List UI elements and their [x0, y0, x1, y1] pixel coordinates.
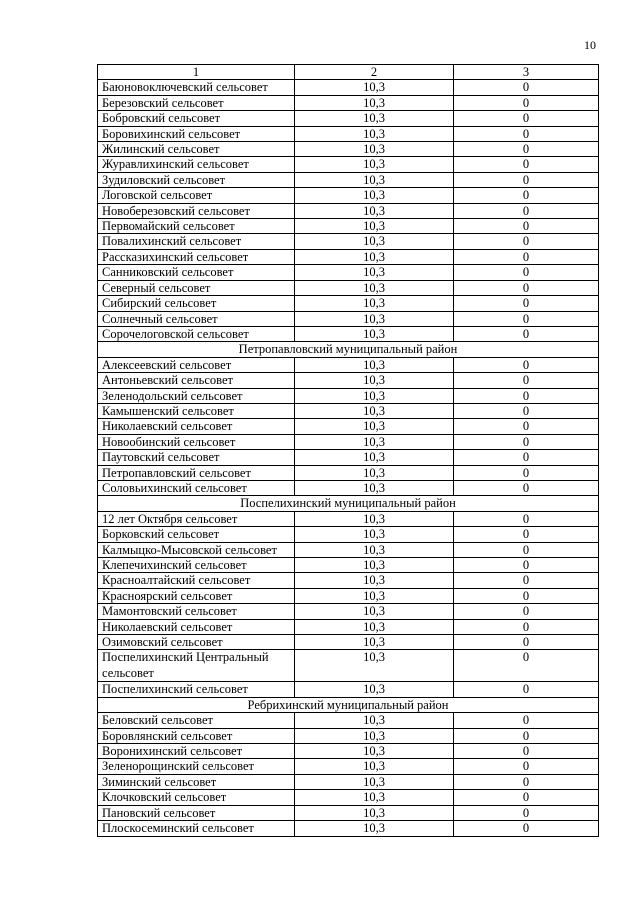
value-cell-2: 0: [454, 126, 599, 141]
section-row: [98, 697, 599, 712]
value-cell-2: 0: [454, 434, 599, 449]
value-cell-2: 0: [454, 95, 599, 110]
table-row: [98, 759, 599, 774]
table-row: [98, 527, 599, 542]
table-row: [98, 388, 599, 403]
settlement-name-cell: Клочковский сельсовет: [98, 790, 295, 805]
settlement-name-cell: Николаевский сельсовет: [98, 419, 295, 434]
value-cell-2: 0: [454, 790, 599, 805]
value-cell-2: 0: [454, 142, 599, 157]
table-row: [98, 280, 599, 295]
value-cell: 10,3: [295, 311, 454, 326]
value-cell: 10,3: [295, 682, 454, 697]
table-row: [98, 126, 599, 141]
value-cell-2: 0: [454, 635, 599, 650]
header-cell-1: 1: [98, 65, 295, 80]
value-cell: 10,3: [295, 527, 454, 542]
value-cell-2: 0: [454, 203, 599, 218]
value-cell-2: 0: [454, 234, 599, 249]
value-cell-2: 0: [454, 682, 599, 697]
table-row: [98, 480, 599, 495]
table-row: [98, 650, 599, 682]
value-cell: 10,3: [295, 403, 454, 418]
value-cell-2: 0: [454, 465, 599, 480]
settlement-name-cell: Поспелихинский Центральный сельсовет: [98, 650, 295, 682]
settlement-name-cell: Плоскосеминский сельсовет: [98, 821, 295, 836]
value-cell-2: 0: [454, 249, 599, 264]
value-cell: 10,3: [295, 80, 454, 95]
settlement-name-cell: Сибирский сельсовет: [98, 296, 295, 311]
value-cell-2: 0: [454, 713, 599, 728]
value-cell-2: 0: [454, 296, 599, 311]
table-row: [98, 419, 599, 434]
settlement-name-cell: Клепечихинский сельсовет: [98, 558, 295, 573]
value-cell: 10,3: [295, 172, 454, 187]
table-row: [98, 249, 599, 264]
settlement-name-cell: Зеленодольский сельсовет: [98, 388, 295, 403]
settlement-name-cell: Поспелихинский сельсовет: [98, 682, 295, 697]
value-cell-2: 0: [454, 311, 599, 326]
value-cell-2: 0: [454, 403, 599, 418]
value-cell-2: 0: [454, 373, 599, 388]
table-row: [98, 635, 599, 650]
settlement-name-cell: Бобровский сельсовет: [98, 111, 295, 126]
section-title: Поспелихинский муниципальный район: [98, 496, 599, 511]
table-row: [98, 434, 599, 449]
value-cell-2: 0: [454, 619, 599, 634]
table-row: [98, 450, 599, 465]
page-number: 10: [584, 38, 596, 52]
value-cell: 10,3: [295, 480, 454, 495]
value-cell: 10,3: [295, 280, 454, 295]
settlement-name-cell: Повалихинский сельсовет: [98, 234, 295, 249]
value-cell: 10,3: [295, 604, 454, 619]
settlement-name-cell: Воронихинский сельсовет: [98, 744, 295, 759]
value-cell-2: 0: [454, 821, 599, 836]
settlement-name-cell: Соловьихинский сельсовет: [98, 480, 295, 495]
value-cell-2: 0: [454, 542, 599, 557]
settlement-name-cell: Солнечный сельсовет: [98, 311, 295, 326]
value-cell: 10,3: [295, 450, 454, 465]
value-cell: 10,3: [295, 588, 454, 603]
settlement-name-cell: Баюновоключевский сельсовет: [98, 80, 295, 95]
table-row: [98, 373, 599, 388]
settlement-name-cell: Первомайский сельсовет: [98, 219, 295, 234]
table-row: [98, 311, 599, 326]
table-row: [98, 682, 599, 697]
value-cell-2: 0: [454, 744, 599, 759]
value-cell: 10,3: [295, 619, 454, 634]
table-row: [98, 219, 599, 234]
value-cell: 10,3: [295, 542, 454, 557]
settlement-name-cell: Мамонтовский сельсовет: [98, 604, 295, 619]
value-cell-2: 0: [454, 558, 599, 573]
settlement-name-cell: Беловский сельсовет: [98, 713, 295, 728]
value-cell-2: 0: [454, 759, 599, 774]
settlement-name-cell: Жилинский сельсовет: [98, 142, 295, 157]
table-row: [98, 728, 599, 743]
table-row: [98, 234, 599, 249]
settlement-name-cell: Петропавловский сельсовет: [98, 465, 295, 480]
value-cell: 10,3: [295, 419, 454, 434]
section-title: Петропавловский муниципальный район: [98, 342, 599, 357]
table-row: [98, 403, 599, 418]
value-cell-2: 0: [454, 172, 599, 187]
value-cell-2: 0: [454, 219, 599, 234]
value-cell-2: 0: [454, 774, 599, 789]
settlement-name-cell: Борковский сельсовет: [98, 527, 295, 542]
value-cell-2: 0: [454, 588, 599, 603]
table-row: [98, 111, 599, 126]
table-row: [98, 95, 599, 110]
settlement-name-cell: Николаевский сельсовет: [98, 619, 295, 634]
value-cell-2: 0: [454, 388, 599, 403]
value-cell-2: 0: [454, 188, 599, 203]
table-row: [98, 713, 599, 728]
value-cell: 10,3: [295, 388, 454, 403]
value-cell: 10,3: [295, 558, 454, 573]
header-cell-2: 2: [295, 65, 454, 80]
settlement-name-cell: Алексеевский сельсовет: [98, 357, 295, 372]
value-cell: 10,3: [295, 650, 454, 682]
value-cell-2: 0: [454, 450, 599, 465]
value-cell: 10,3: [295, 465, 454, 480]
table-body: [98, 65, 599, 837]
settlement-name-cell: Рассказихинский сельсовет: [98, 249, 295, 264]
table-row: [98, 188, 599, 203]
settlement-name-cell: Санниковский сельсовет: [98, 265, 295, 280]
value-cell: 10,3: [295, 265, 454, 280]
value-cell: 10,3: [295, 821, 454, 836]
settlement-name-cell: Зиминский сельсовет: [98, 774, 295, 789]
value-cell-2: 0: [454, 527, 599, 542]
settlement-name-cell: Пановский сельсовет: [98, 805, 295, 820]
settlement-name-cell: Новообинский сельсовет: [98, 434, 295, 449]
value-cell-2: 0: [454, 728, 599, 743]
table-row: [98, 465, 599, 480]
data-table: [97, 64, 599, 837]
settlement-name-cell: Новоберезовский сельсовет: [98, 203, 295, 218]
table-row: [98, 142, 599, 157]
table-row: [98, 296, 599, 311]
value-cell: 10,3: [295, 635, 454, 650]
section-row: [98, 342, 599, 357]
value-cell: 10,3: [295, 234, 454, 249]
value-cell: 10,3: [295, 728, 454, 743]
table-row: [98, 619, 599, 634]
value-cell-2: 0: [454, 280, 599, 295]
settlement-name-cell: Антоньевский сельсовет: [98, 373, 295, 388]
section-row: [98, 496, 599, 511]
settlement-name-cell: Калмыцко-Мысовской сельсовет: [98, 542, 295, 557]
settlement-name-cell: Красноалтайский сельсовет: [98, 573, 295, 588]
table-row: [98, 588, 599, 603]
table-row: [98, 511, 599, 526]
settlement-name-cell: Озимовский сельсовет: [98, 635, 295, 650]
settlement-name-cell: Зеленорощинский сельсовет: [98, 759, 295, 774]
table-row: [98, 744, 599, 759]
value-cell: 10,3: [295, 219, 454, 234]
header-row: [98, 65, 599, 80]
table-row: [98, 265, 599, 280]
settlement-name-cell: Логовской сельсовет: [98, 188, 295, 203]
settlement-name-cell: Красноярский сельсовет: [98, 588, 295, 603]
table-row: [98, 573, 599, 588]
header-cell-3: 3: [454, 65, 599, 80]
settlement-name-cell: Боровлянский сельсовет: [98, 728, 295, 743]
settlement-name-cell: Сорочелоговской сельсовет: [98, 326, 295, 341]
settlement-name-cell: Журавлихинский сельсовет: [98, 157, 295, 172]
table-row: [98, 172, 599, 187]
value-cell: 10,3: [295, 203, 454, 218]
value-cell-2: 0: [454, 157, 599, 172]
value-cell-2: 0: [454, 805, 599, 820]
value-cell-2: 0: [454, 511, 599, 526]
table-row: [98, 326, 599, 341]
value-cell-2: 0: [454, 604, 599, 619]
value-cell: 10,3: [295, 326, 454, 341]
value-cell-2: 0: [454, 80, 599, 95]
value-cell: 10,3: [295, 511, 454, 526]
value-cell: 10,3: [295, 157, 454, 172]
value-cell: 10,3: [295, 744, 454, 759]
table-row: [98, 157, 599, 172]
table-row: [98, 80, 599, 95]
settlement-name-cell: Зудиловский сельсовет: [98, 172, 295, 187]
value-cell-2: 0: [454, 573, 599, 588]
value-cell: 10,3: [295, 573, 454, 588]
value-cell-2: 0: [454, 650, 599, 682]
value-cell-2: 0: [454, 357, 599, 372]
settlement-name-cell: Камышенский сельсовет: [98, 403, 295, 418]
value-cell: 10,3: [295, 357, 454, 372]
settlement-name-cell: Северный сельсовет: [98, 280, 295, 295]
value-cell-2: 0: [454, 326, 599, 341]
value-cell: 10,3: [295, 713, 454, 728]
value-cell: 10,3: [295, 142, 454, 157]
value-cell: 10,3: [295, 774, 454, 789]
table-row: [98, 357, 599, 372]
settlement-name-cell: 12 лет Октября сельсовет: [98, 511, 295, 526]
value-cell: 10,3: [295, 249, 454, 264]
value-cell-2: 0: [454, 111, 599, 126]
value-cell: 10,3: [295, 434, 454, 449]
table-row: [98, 558, 599, 573]
table-row: [98, 774, 599, 789]
section-title: Ребрихинский муниципальный район: [98, 697, 599, 712]
value-cell-2: 0: [454, 265, 599, 280]
table-row: [98, 821, 599, 836]
settlement-name-cell: Паутовский сельсовет: [98, 450, 295, 465]
settlement-name-cell: Боровихинский сельсовет: [98, 126, 295, 141]
value-cell: 10,3: [295, 188, 454, 203]
table-row: [98, 604, 599, 619]
value-cell: 10,3: [295, 296, 454, 311]
value-cell: 10,3: [295, 805, 454, 820]
value-cell-2: 0: [454, 480, 599, 495]
table-row: [98, 542, 599, 557]
table-row: [98, 203, 599, 218]
table-row: [98, 790, 599, 805]
value-cell: 10,3: [295, 373, 454, 388]
table-row: [98, 805, 599, 820]
value-cell: 10,3: [295, 95, 454, 110]
value-cell: 10,3: [295, 790, 454, 805]
value-cell-2: 0: [454, 419, 599, 434]
settlement-name-cell: Березовский сельсовет: [98, 95, 295, 110]
value-cell: 10,3: [295, 126, 454, 141]
value-cell: 10,3: [295, 759, 454, 774]
value-cell: 10,3: [295, 111, 454, 126]
